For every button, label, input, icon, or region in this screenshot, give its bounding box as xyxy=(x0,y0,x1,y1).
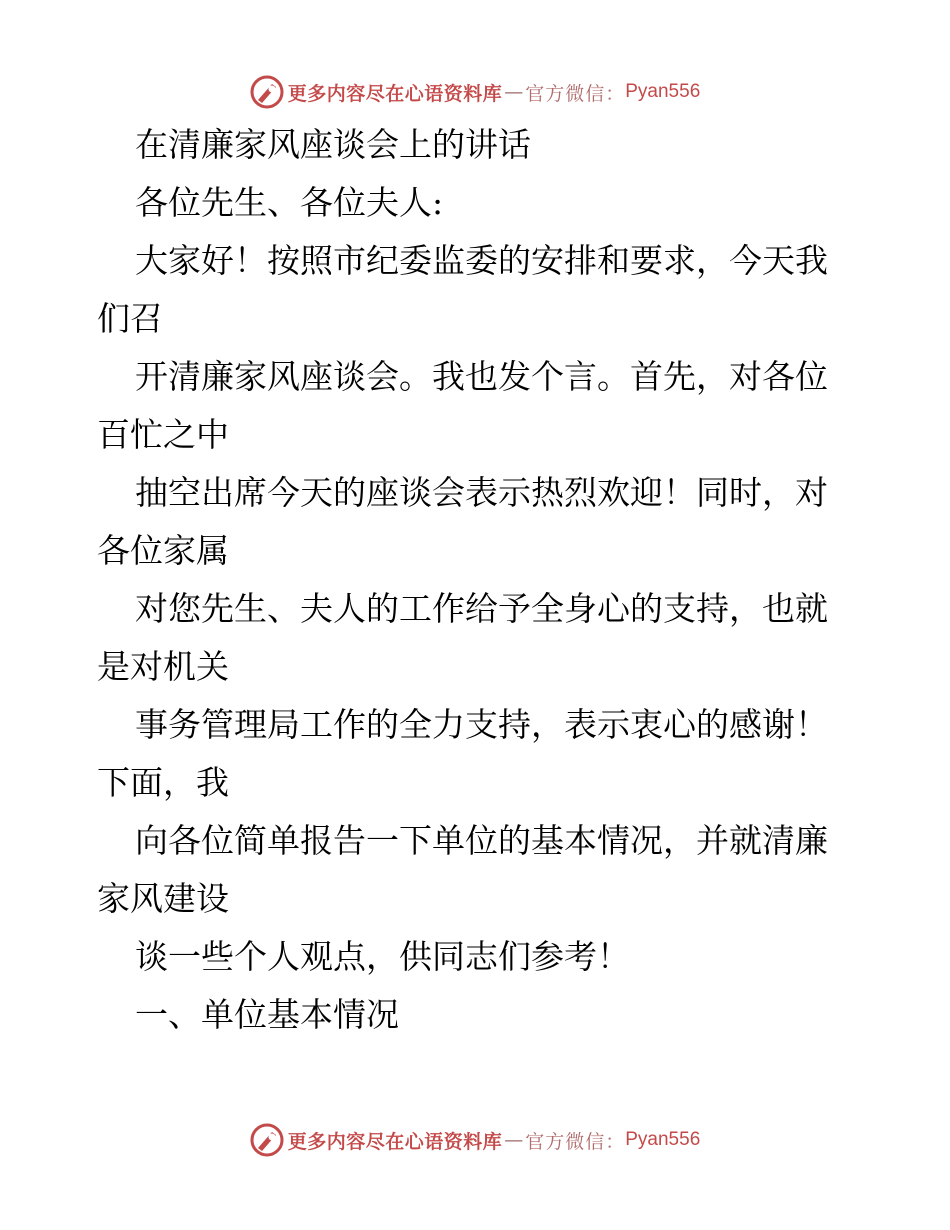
section-heading: 一、单位基本情况 xyxy=(135,995,399,1034)
banner-dash: — xyxy=(504,81,524,103)
body-line: 开清廉家风座谈会。我也发个言。首先，对各位百忙之中 xyxy=(97,357,828,454)
banner-text: 更多内容尽在心语资料库 xyxy=(287,1130,503,1153)
banner-text: 更多内容尽在心语资料库 xyxy=(287,82,503,105)
salutation: 各位先生、各位夫人: xyxy=(135,183,444,222)
document-title: 在清廉家风座谈会上的讲话 xyxy=(135,125,531,164)
body-line: 谈一些个人观点，供同志们参考！ xyxy=(135,937,630,976)
body-line: 对您先生、夫人的工作给予全身心的支持，也就是对机关 xyxy=(97,589,828,686)
body-line: 向各位简单报告一下单位的基本情况，并就清廉家风建设 xyxy=(97,821,828,918)
banner-dash: — xyxy=(504,1129,524,1151)
pen-logo-icon xyxy=(250,1123,284,1157)
banner-wechat-id: Pyan556 xyxy=(625,1129,701,1150)
header-banner xyxy=(0,72,950,112)
banner-wechat-label: 官方微信： xyxy=(525,1130,626,1153)
banner-wechat-id: Pyan556 xyxy=(625,81,701,102)
body-line: 抽空出席今天的座谈会表示热烈欢迎！同时，对各位家属 xyxy=(97,473,828,570)
body-line: 大家好！按照市纪委监委的安排和要求，今天我们召 xyxy=(97,241,828,338)
footer-banner xyxy=(0,1120,950,1160)
banner-wechat-label: 官方微信： xyxy=(525,82,626,105)
document-body xyxy=(97,116,857,1044)
body-line: 事务管理局工作的全力支持，表示衷心的感谢！下面，我 xyxy=(97,705,828,802)
pen-logo-icon xyxy=(250,75,284,109)
